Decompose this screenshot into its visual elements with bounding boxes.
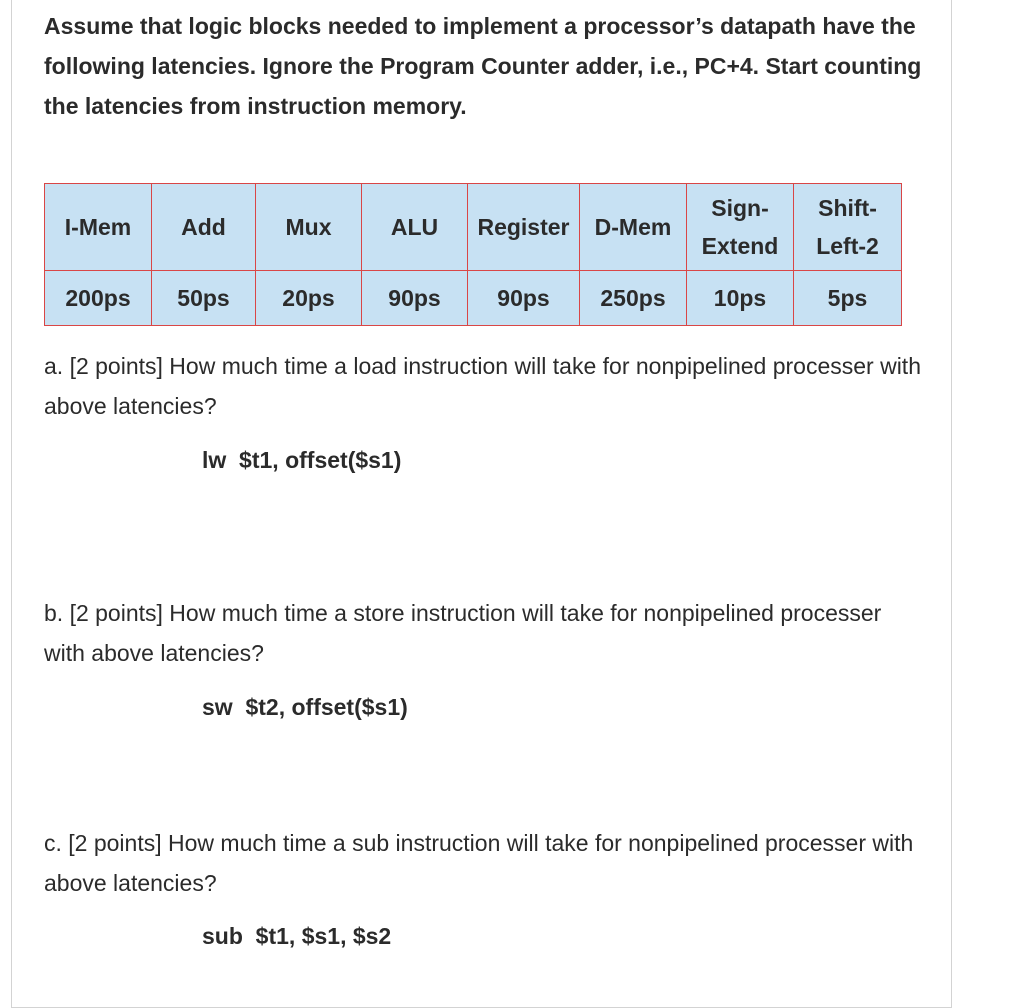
table-header-cell (580, 184, 687, 271)
header-label: Add (181, 214, 226, 240)
table-header-cell (794, 184, 902, 271)
table-header-cell (152, 184, 256, 271)
intro-paragraph: Assume that logic blocks needed to implement a processor’s datapath have the following latencies. Ignore the Program Counter adder, i.e., PC+4. Start counting the latencies from instruction memory. (44, 13, 922, 119)
table-header-row (45, 184, 902, 271)
table-header-cell (45, 184, 152, 271)
question-c-code: sub $t1, $s1, $s2 (202, 923, 392, 949)
table-header-cell (468, 184, 580, 271)
table-value-cell: 5ps (794, 271, 902, 326)
header-label-line1: Sign- (711, 195, 769, 221)
table-value-row (45, 271, 902, 326)
latency-table (44, 183, 902, 326)
table-value-cell: 90ps (468, 271, 580, 326)
header-label: Mux (285, 214, 332, 240)
table-value-cell: 90ps (362, 271, 468, 326)
header-label: I-Mem (64, 214, 132, 240)
question-a-text: a. [2 points] How much time a load instruction will take for nonpipelined processer with above latencies? (44, 353, 921, 419)
header-label-line2: Left-2 (816, 233, 879, 259)
question-b-code: sw $t2, offset($s1) (202, 694, 408, 720)
table-value-cell: 200ps (45, 271, 152, 326)
header-label-line2: Extend (701, 233, 779, 259)
table-value-cell: 10ps (687, 271, 794, 326)
table-header-cell (256, 184, 362, 271)
table-value-cell: 50ps (152, 271, 256, 326)
question-b-text: b. [2 points] How much time a store instruction will take for nonpipelined processer with above latencies? (44, 600, 882, 666)
table-value-cell: 250ps (580, 271, 687, 326)
header-label-line1: Shift- (818, 195, 877, 221)
header-label: ALU (390, 214, 439, 240)
table-value-cell: 20ps (256, 271, 362, 326)
header-label: D-Mem (594, 214, 672, 240)
question-c-text: c. [2 points] How much time a sub instruction will take for nonpipelined processer with above latencies? (44, 830, 914, 896)
question-a-code: lw $t1, offset($s1) (202, 447, 402, 473)
header-label: Register (477, 214, 570, 240)
table-header-cell (687, 184, 794, 271)
table-header-cell (362, 184, 468, 271)
